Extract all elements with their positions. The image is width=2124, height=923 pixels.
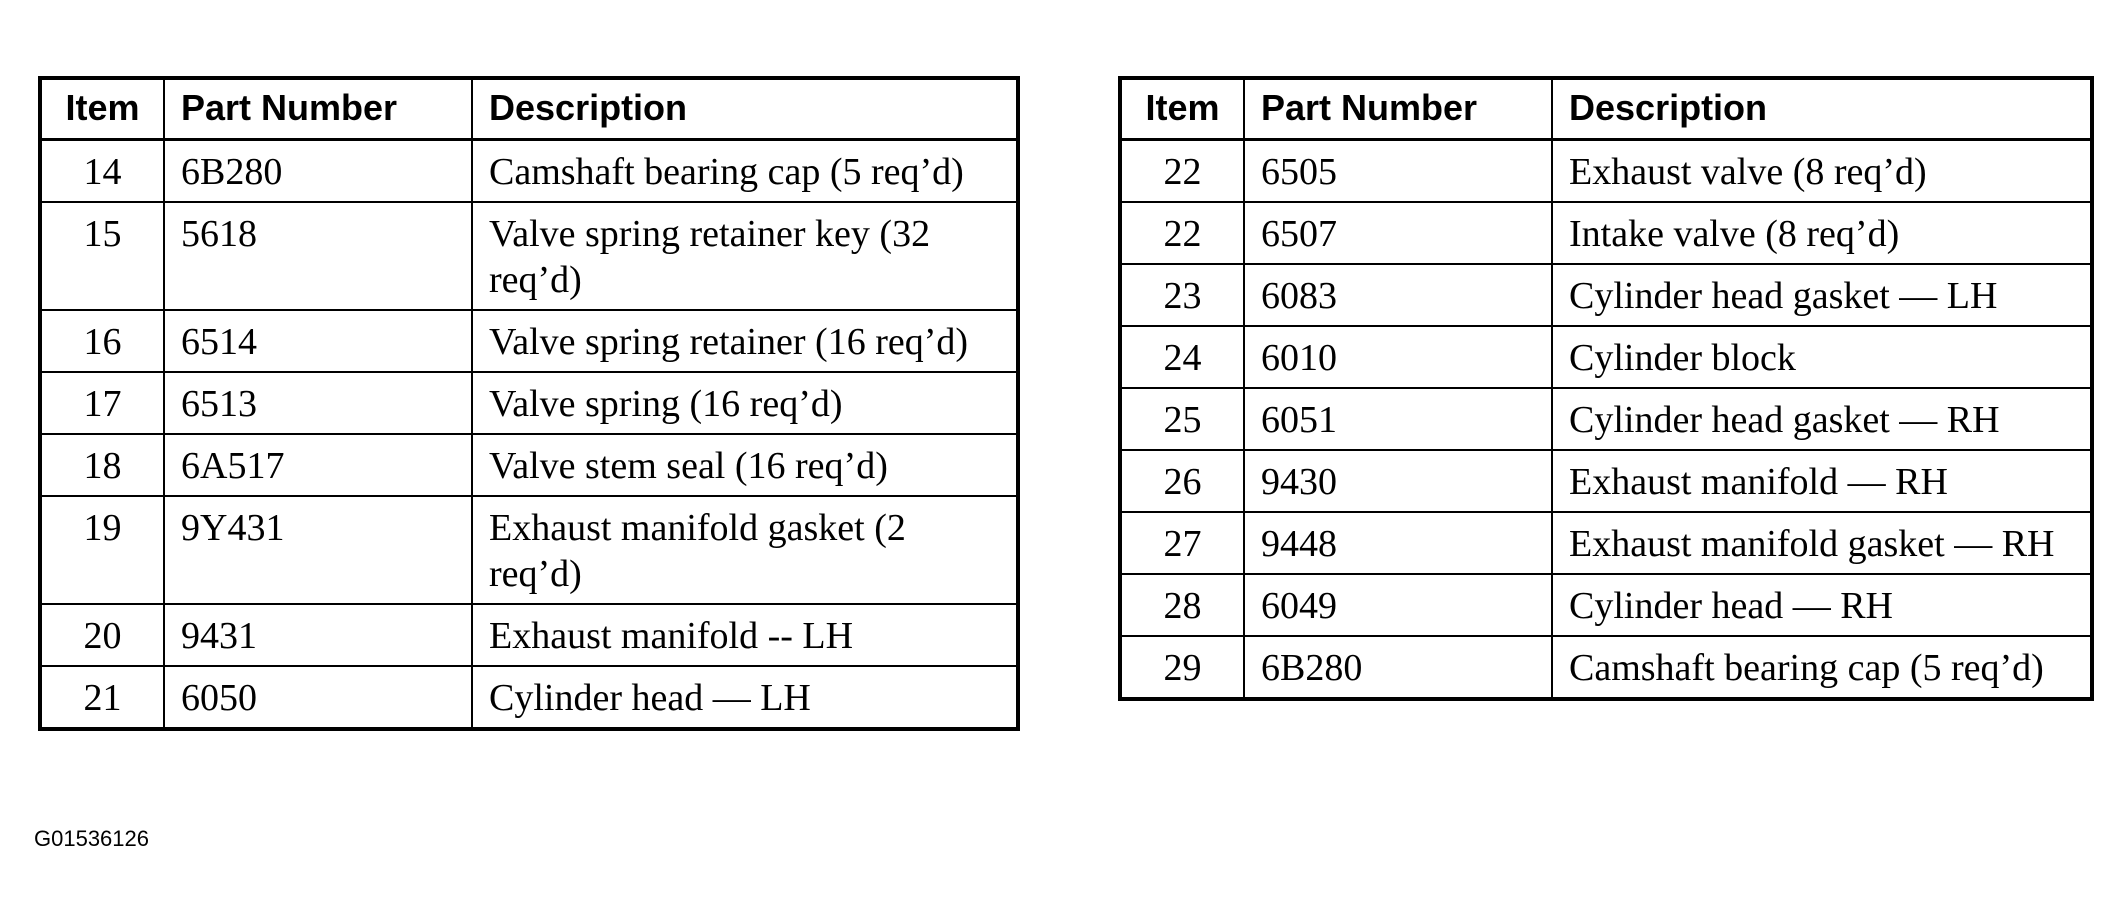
item-cell: 21 bbox=[40, 666, 164, 729]
table-row bbox=[40, 604, 1018, 666]
description-cell: Exhaust manifold gasket (2 req’d) bbox=[472, 496, 1018, 604]
part-number-cell: 6049 bbox=[1244, 574, 1552, 636]
header-description: Description bbox=[1552, 78, 2092, 140]
part-number-cell: 6505 bbox=[1244, 140, 1552, 203]
description-cell: Valve stem seal (16 req’d) bbox=[472, 434, 1018, 496]
part-number-cell: 6010 bbox=[1244, 326, 1552, 388]
item-cell: 29 bbox=[1120, 636, 1244, 699]
part-number-cell: 6051 bbox=[1244, 388, 1552, 450]
part-number-cell: 6507 bbox=[1244, 202, 1552, 264]
table-row bbox=[1120, 636, 2092, 699]
header-part-number: Part Number bbox=[1244, 78, 1552, 140]
description-cell: Exhaust valve (8 req’d) bbox=[1552, 140, 2092, 203]
table-row bbox=[1120, 264, 2092, 326]
item-cell: 18 bbox=[40, 434, 164, 496]
parts-table-right bbox=[1118, 76, 2094, 701]
table-row bbox=[40, 372, 1018, 434]
table-row bbox=[1120, 450, 2092, 512]
table-row bbox=[40, 202, 1018, 310]
table-row bbox=[1120, 140, 2092, 203]
header-description: Description bbox=[472, 78, 1018, 140]
part-number-cell: 6050 bbox=[164, 666, 472, 729]
part-number-cell: 6083 bbox=[1244, 264, 1552, 326]
part-number-cell: 5618 bbox=[164, 202, 472, 310]
item-cell: 23 bbox=[1120, 264, 1244, 326]
table-row bbox=[40, 434, 1018, 496]
item-cell: 26 bbox=[1120, 450, 1244, 512]
item-cell: 14 bbox=[40, 140, 164, 203]
table-row bbox=[40, 666, 1018, 729]
item-cell: 24 bbox=[1120, 326, 1244, 388]
header-item: Item bbox=[40, 78, 164, 140]
table-row bbox=[40, 310, 1018, 372]
item-cell: 27 bbox=[1120, 512, 1244, 574]
description-cell: Valve spring (16 req’d) bbox=[472, 372, 1018, 434]
table-row bbox=[1120, 388, 2092, 450]
header-row bbox=[1120, 78, 2092, 140]
description-cell: Intake valve (8 req’d) bbox=[1552, 202, 2092, 264]
item-cell: 22 bbox=[1120, 202, 1244, 264]
table-row bbox=[1120, 202, 2092, 264]
part-number-cell: 6514 bbox=[164, 310, 472, 372]
description-cell: Exhaust manifold -- LH bbox=[472, 604, 1018, 666]
item-cell: 19 bbox=[40, 496, 164, 604]
description-cell: Exhaust manifold gasket — RH bbox=[1552, 512, 2092, 574]
part-number-cell: 9448 bbox=[1244, 512, 1552, 574]
description-cell: Cylinder head gasket — RH bbox=[1552, 388, 2092, 450]
header-row bbox=[40, 78, 1018, 140]
description-cell: Camshaft bearing cap (5 req’d) bbox=[1552, 636, 2092, 699]
parts-table-left bbox=[38, 76, 1020, 731]
part-number-cell: 6B280 bbox=[164, 140, 472, 203]
figure-id: G01536126 bbox=[34, 826, 149, 851]
part-number-cell: 6513 bbox=[164, 372, 472, 434]
table-row bbox=[1120, 574, 2092, 636]
part-number-cell: 9431 bbox=[164, 604, 472, 666]
item-cell: 16 bbox=[40, 310, 164, 372]
description-cell: Camshaft bearing cap (5 req’d) bbox=[472, 140, 1018, 203]
part-number-cell: 6B280 bbox=[1244, 636, 1552, 699]
item-cell: 28 bbox=[1120, 574, 1244, 636]
item-cell: 25 bbox=[1120, 388, 1244, 450]
item-cell: 20 bbox=[40, 604, 164, 666]
description-cell: Valve spring retainer (16 req’d) bbox=[472, 310, 1018, 372]
description-cell: Exhaust manifold — RH bbox=[1552, 450, 2092, 512]
table-row bbox=[1120, 326, 2092, 388]
header-part-number: Part Number bbox=[164, 78, 472, 140]
item-cell: 22 bbox=[1120, 140, 1244, 203]
item-cell: 17 bbox=[40, 372, 164, 434]
table-row bbox=[40, 140, 1018, 203]
header-item: Item bbox=[1120, 78, 1244, 140]
item-cell: 15 bbox=[40, 202, 164, 310]
part-number-cell: 9430 bbox=[1244, 450, 1552, 512]
table-row bbox=[40, 496, 1018, 604]
description-cell: Cylinder head — LH bbox=[472, 666, 1018, 729]
description-cell: Cylinder head — RH bbox=[1552, 574, 2092, 636]
description-cell: Cylinder head gasket — LH bbox=[1552, 264, 2092, 326]
description-cell: Cylinder block bbox=[1552, 326, 2092, 388]
part-number-cell: 6A517 bbox=[164, 434, 472, 496]
table-row bbox=[1120, 512, 2092, 574]
part-number-cell: 9Y431 bbox=[164, 496, 472, 604]
description-cell: Valve spring retainer key (32 req’d) bbox=[472, 202, 1018, 310]
